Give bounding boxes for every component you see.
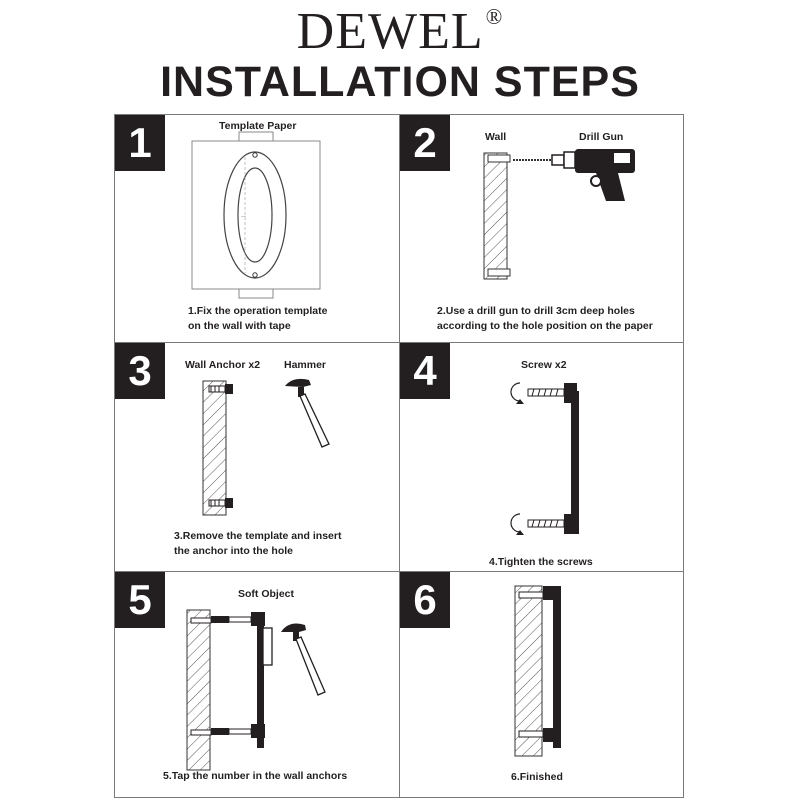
caption-line: 4.Tighten the screws	[489, 556, 593, 568]
number-one-bar	[543, 586, 561, 748]
hammer-icon	[285, 379, 329, 447]
brand-name: DEWEL	[296, 3, 484, 60]
screw-icon	[211, 728, 251, 735]
wall-anchor-label: Wall Anchor x2	[185, 359, 261, 371]
screw-label: Screw x2	[521, 359, 567, 371]
step-5-caption	[163, 769, 347, 784]
step-1-panel	[115, 115, 400, 343]
step-4-number: 4	[400, 343, 450, 399]
step-2-caption	[437, 304, 653, 334]
caption-line: 6.Finished	[511, 771, 563, 783]
page-title: INSTALLATION STEPS	[160, 58, 640, 106]
brand-logo	[0, 2, 800, 61]
step-4-panel	[400, 343, 684, 572]
screw-icon	[511, 383, 564, 404]
step-6-panel	[400, 572, 684, 798]
step-5-number: 5	[115, 572, 165, 628]
template-paper-label: Template Paper	[219, 120, 297, 132]
step-1-caption	[188, 304, 327, 334]
wall-anchor-icon	[209, 498, 233, 508]
wall-label: Wall	[485, 131, 507, 143]
soft-object-label: Soft Object	[238, 588, 295, 600]
step-4-caption	[489, 555, 593, 570]
caption-line: 1.Fix the operation template	[188, 305, 328, 317]
caption-line: the anchor into the hole	[174, 545, 294, 557]
caption-line: on the wall with tape	[188, 320, 291, 332]
caption-line: 5.Tap the number in the wall anchors	[163, 770, 348, 782]
hammer-icon	[281, 624, 325, 695]
step-2-panel	[400, 115, 684, 343]
caption-line: 3.Remove the template and insert	[174, 530, 342, 542]
wall-anchor-icon	[209, 384, 233, 394]
step-3-number: 3	[115, 343, 165, 399]
step-1-number: 1	[115, 115, 165, 171]
step-6-caption	[511, 770, 563, 785]
tap-illustration	[115, 572, 400, 798]
caption-line: 2.Use a drill gun to drill 3cm deep holes	[437, 305, 635, 317]
step-3-caption	[174, 529, 341, 559]
number-one-bar	[564, 383, 579, 534]
hammer-label: Hammer	[284, 359, 327, 371]
svg-text:—: —	[241, 214, 246, 220]
step-3-panel	[115, 343, 400, 572]
step-6-number: 6	[400, 572, 450, 628]
caption-line: according to the hole position on the paper	[437, 320, 653, 332]
step-5-panel	[115, 572, 400, 798]
screw-icon	[211, 616, 251, 623]
step-2-number: 2	[400, 115, 450, 171]
drill-gun-label: Drill Gun	[579, 131, 624, 143]
soft-object-block	[263, 628, 272, 665]
screw-illustration	[400, 343, 684, 572]
finished-illustration	[400, 572, 684, 798]
registered-mark: ®	[485, 4, 504, 29]
drill-gun-icon	[513, 149, 635, 201]
steps-grid	[114, 114, 684, 798]
